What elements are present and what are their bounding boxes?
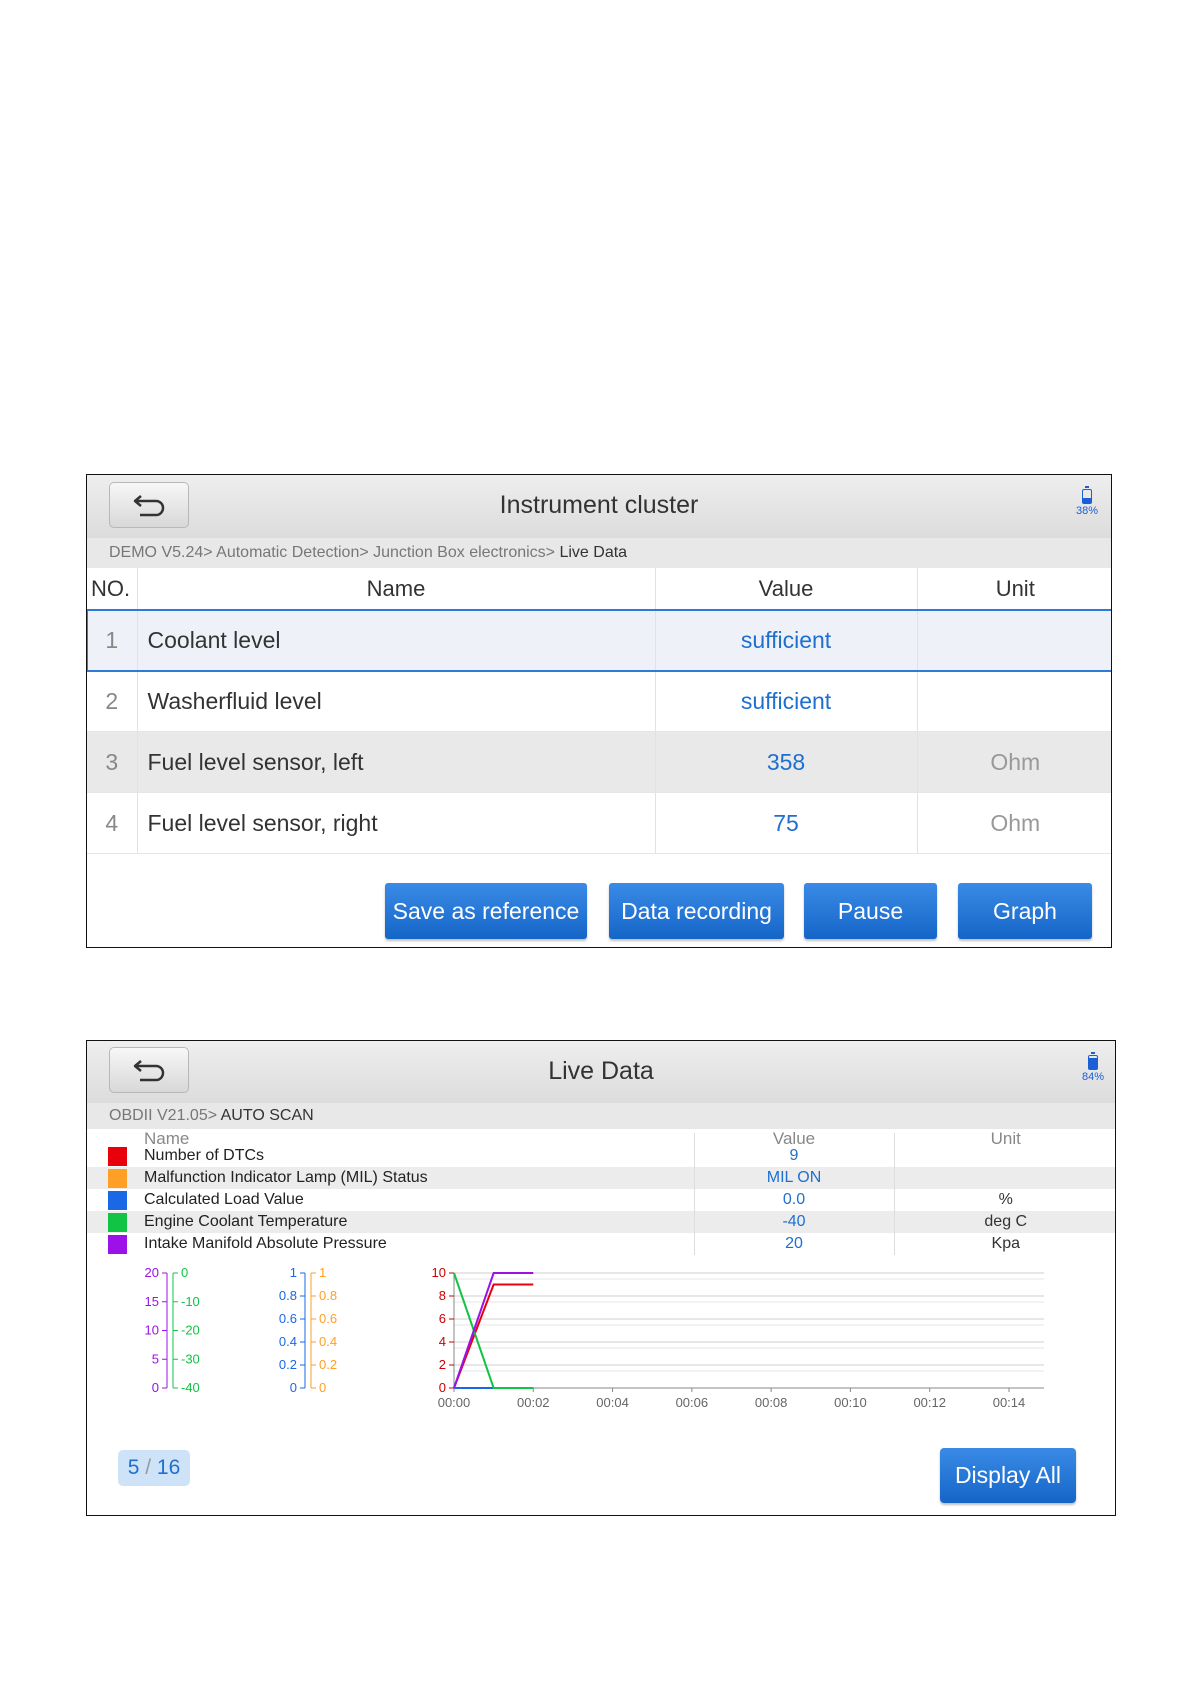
battery-indicator: [1073, 1055, 1113, 1083]
extra-axis-label: 0: [181, 1265, 189, 1280]
page-title: Instrument cluster: [499, 491, 699, 519]
extra-axis-label: 0.6: [278, 1311, 297, 1326]
row-value: sufficient: [655, 610, 917, 671]
row-name: Coolant level: [137, 610, 655, 671]
row-unit: [917, 610, 1112, 671]
row-value: 20: [694, 1233, 894, 1255]
row-unit: Kpa: [894, 1233, 1116, 1255]
extra-axis-label: -30: [181, 1351, 200, 1367]
series-color-swatch: [108, 1147, 127, 1166]
row-name: Malfunction Indicator Lamp (MIL) Status: [144, 1167, 694, 1189]
row-name: Engine Coolant Temperature: [144, 1211, 694, 1233]
extra-axis-label: 1: [319, 1265, 327, 1280]
breadcrumb-current: Live Data: [555, 544, 628, 561]
extra-axis-label: 20: [144, 1265, 159, 1280]
instrument-cluster-screen: [86, 474, 1112, 948]
table-row[interactable]: [87, 1167, 1116, 1189]
extra-axis-label: 0.6: [319, 1311, 338, 1326]
row-value: MIL ON: [694, 1167, 894, 1189]
y-tick-label: 0: [438, 1380, 446, 1395]
series-color-swatch: [108, 1213, 127, 1232]
extra-axis-label: 1: [289, 1265, 297, 1280]
graph-button[interactable]: Graph: [958, 883, 1092, 939]
table-row[interactable]: [87, 1189, 1116, 1211]
page-title: Live Data: [548, 1057, 654, 1085]
x-tick-label: 00:12: [913, 1395, 946, 1410]
row-value: sufficient: [655, 671, 917, 732]
row-name: Washerfluid level: [137, 671, 655, 732]
table-row[interactable]: [87, 1233, 1116, 1255]
breadcrumb-path: DEMO V5.24> Automatic Detection> Junction Box electronics>: [109, 544, 556, 561]
live-data-table: [87, 1129, 1116, 1255]
row-unit: Ohm: [917, 732, 1112, 793]
row-name: Number of DTCs: [144, 1147, 265, 1164]
col-no-header: NO.: [87, 568, 137, 610]
extra-axis-label: -10: [181, 1293, 200, 1309]
battery-indicator: [1067, 489, 1107, 517]
y-tick-label: 4: [438, 1334, 446, 1349]
col-unit-header: Unit: [995, 576, 1035, 601]
breadcrumb-current: AUTO SCAN: [217, 1107, 314, 1124]
row-unit: [894, 1167, 1116, 1189]
row-no: 3: [87, 732, 137, 793]
row-name: Fuel level sensor, right: [137, 793, 655, 854]
extra-axis-label: 0.2: [278, 1357, 297, 1372]
series-color-swatch: [108, 1191, 127, 1210]
title-bar: [87, 1041, 1115, 1104]
x-tick-label: 00:08: [754, 1395, 788, 1410]
row-unit: [894, 1145, 1116, 1167]
row-no: 2: [87, 671, 137, 732]
col-unit-header: Unit: [894, 1133, 1116, 1145]
breadcrumb: [87, 1103, 1115, 1129]
extra-axis-label: 0.8: [278, 1288, 297, 1303]
breadcrumb-path: OBDII V21.05>: [109, 1107, 218, 1124]
row-name: Fuel level sensor, left: [137, 732, 655, 793]
series-line: [454, 1285, 533, 1389]
x-tick-label: 00:06: [675, 1395, 709, 1410]
row-name: Calculated Load Value: [144, 1191, 304, 1208]
battery-icon: [1088, 1055, 1098, 1070]
row-no: 4: [87, 793, 137, 854]
x-tick-label: 00:04: [596, 1395, 629, 1410]
extra-axis-label: 0.4: [278, 1334, 297, 1349]
breadcrumb: [87, 538, 1111, 568]
extra-axis-label: 0.4: [319, 1334, 338, 1349]
col-name-header: Name: [144, 1129, 190, 1148]
y-tick-label: 8: [438, 1288, 446, 1303]
y-tick-label: 10: [431, 1265, 446, 1280]
page-indicator: [118, 1450, 190, 1486]
table-row[interactable]: [87, 1211, 1116, 1233]
data-recording-button[interactable]: Data recording: [609, 883, 784, 939]
x-tick-label: 00:10: [834, 1395, 867, 1410]
y-tick-label: 6: [438, 1311, 446, 1326]
battery-icon: [1082, 489, 1092, 504]
live-data-screen: [86, 1040, 1116, 1516]
series-color-swatch: [108, 1169, 127, 1188]
extra-axis-label: 0: [151, 1380, 159, 1395]
row-value: 358: [655, 732, 917, 793]
col-name-header: Name: [137, 568, 655, 610]
extra-axis-label: -40: [181, 1380, 200, 1395]
table-header: [87, 568, 1112, 610]
row-no: 1: [87, 610, 137, 671]
live-data-chart: [87, 1261, 1116, 1431]
save-as-reference-button[interactable]: Save as reference: [385, 883, 587, 939]
col-value-header: Value: [655, 568, 917, 610]
row-value: -40: [694, 1211, 894, 1233]
pause-button[interactable]: Pause: [804, 883, 937, 939]
extra-axis-label: 0: [289, 1380, 297, 1395]
row-name: Intake Manifold Absolute Pressure: [144, 1235, 387, 1252]
table-row[interactable]: [87, 793, 1112, 854]
battery-percent: 38%: [1075, 505, 1099, 517]
row-unit: [917, 671, 1112, 732]
extra-axis-label: 0.2: [319, 1357, 338, 1372]
x-tick-label: 00:14: [992, 1395, 1026, 1410]
row-unit: deg C: [894, 1211, 1116, 1233]
page-separator: /: [145, 1456, 152, 1479]
extra-axis-label: 15: [144, 1293, 159, 1309]
table-row[interactable]: [87, 610, 1112, 671]
title-bar: [87, 475, 1111, 539]
series-color-swatch: [108, 1235, 127, 1254]
extra-axis-label: 0: [319, 1380, 327, 1395]
table-row[interactable]: [87, 732, 1112, 793]
page-current: 5: [127, 1456, 140, 1479]
extra-axis-label: 5: [151, 1351, 159, 1367]
x-tick-label: 00:00: [437, 1395, 471, 1410]
col-value-header: Value: [694, 1133, 894, 1145]
y-tick-label: 2: [438, 1357, 446, 1372]
row-value: 9: [694, 1145, 894, 1167]
live-data-table: [87, 568, 1112, 854]
row-value: 0.0: [694, 1189, 894, 1211]
row-unit: Ohm: [917, 793, 1112, 854]
battery-percent: 84%: [1081, 1071, 1105, 1083]
table-header: [87, 1133, 1116, 1145]
extra-axis-label: -20: [181, 1322, 200, 1338]
display-all-button[interactable]: Display All: [940, 1448, 1076, 1503]
extra-axis-label: 10: [144, 1322, 159, 1338]
table-row[interactable]: [87, 1145, 1116, 1167]
x-tick-label: 00:02: [517, 1395, 550, 1410]
row-unit: %: [894, 1189, 1116, 1211]
extra-axis-label: 0.8: [319, 1288, 338, 1303]
row-value: 75: [655, 793, 917, 854]
page-total: 16: [156, 1456, 181, 1479]
table-row[interactable]: [87, 671, 1112, 732]
